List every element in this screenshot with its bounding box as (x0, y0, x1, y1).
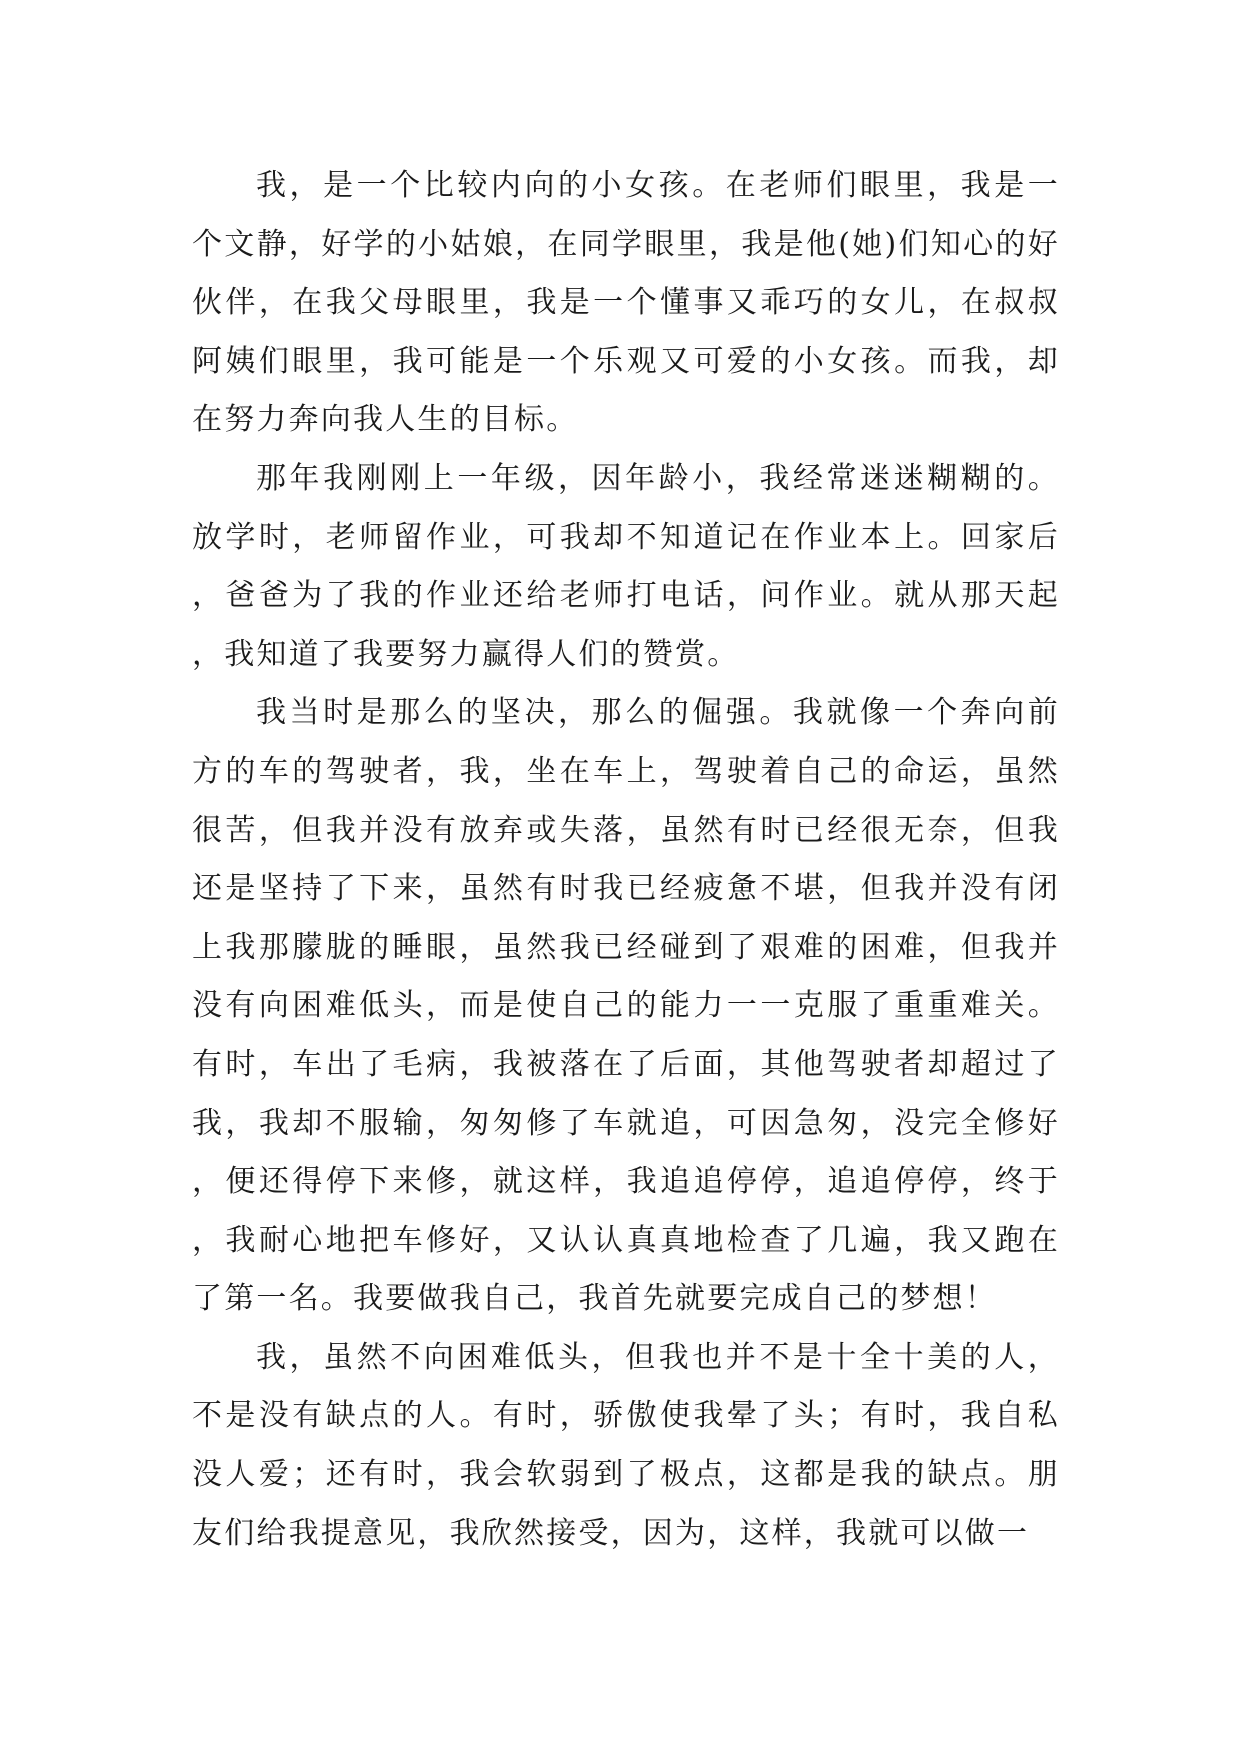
paragraph-3: 我当时是那么的坚决，那么的倔强。我就像一个奔向前方的车的驾驶者，我，坐在车上，驾驶着自己的命运，虽然很苦，但我并没有放弃或失落，虽然有时已经很无奈，但我还是坚持了下来，虽然有时我已经疲惫不堪，但我并没有闭上我那朦胧的睡眼，虽然我已经碰到了艰难的困难，但我并没有向困难低头，而是使自己的能力一一克服了重重难关。有时，车出了毛病，我被落在了后面，其他驾驶者却超过了我，我却不服输，匆匆修了车就追，可因急匆，没完全修好，便还得停下来修，就这样，我追追停停，追追停停，终于，我耐心地把车修好，又认认真真地检查了几遍，我又跑在了第一名。我要做我自己，我首先就要完成自己的梦想！ (192, 695, 1060, 1317)
paragraph-4: 我，虽然不向困难低头，但我也并不是十全十美的人，不是没有缺点的人。有时，骄傲使我晕了头；有时，我自私没人爱；还有时，我会软弱到了极点，这都是我的缺点。朋友们给我提意见，我欣然接受，因为，这样，我就可以做一 (192, 1339, 1060, 1551)
paragraph-2: 那年我刚刚上一年级，因年龄小，我经常迷迷糊糊的。放学时，老师留作业，可我却不知道记在作业本上。回家后，爸爸为了我的作业还给老师打电话，问作业。就从那天起，我知道了我要努力赢得人们的赞赏。 (192, 460, 1060, 672)
paragraph-1: 我，是一个比较内向的小女孩。在老师们眼里，我是一个文静，好学的小姑娘，在同学眼里，我是他(她)们知心的好伙伴，在我父母眼里，我是一个懂事又乖巧的女儿，在叔叔阿姨们眼里，我可能是一个乐观又可爱的小女孩。而我，却在努力奔向我人生的目标。 (192, 168, 1060, 438)
document-body (192, 157, 1060, 1563)
